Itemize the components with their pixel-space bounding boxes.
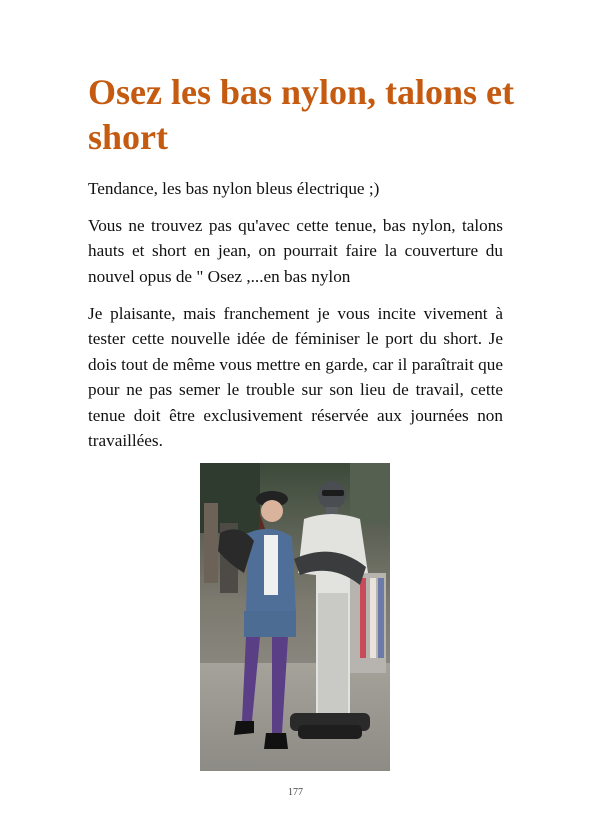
- page-number: 177: [288, 787, 303, 798]
- intro-paragraph: Tendance, les bas nylon bleus électrique ;): [88, 179, 380, 198]
- body-paragraph-2: Je plaisante, mais franchement je vous incite vivement à tester cette nouvelle idée de féminiser le port du short. Je dois tout de même vous mettre en garde, car il paraîtrait que pour ne pas semer le trouble sur son lieu de travail, cette tenue doit être exclusivement réservée aux journées non travaillées.: [88, 304, 503, 451]
- body-paragraph-1: Vous ne trouvez pas qu'avec cette tenue, bas nylon, talons hauts et short en jean, on pourrait faire la couverture du nouvel opus de " Osez ,...en bas nylon: [88, 216, 503, 286]
- article-title: Osez les bas nylon, talons et short: [88, 72, 515, 157]
- article-photo: [200, 463, 390, 771]
